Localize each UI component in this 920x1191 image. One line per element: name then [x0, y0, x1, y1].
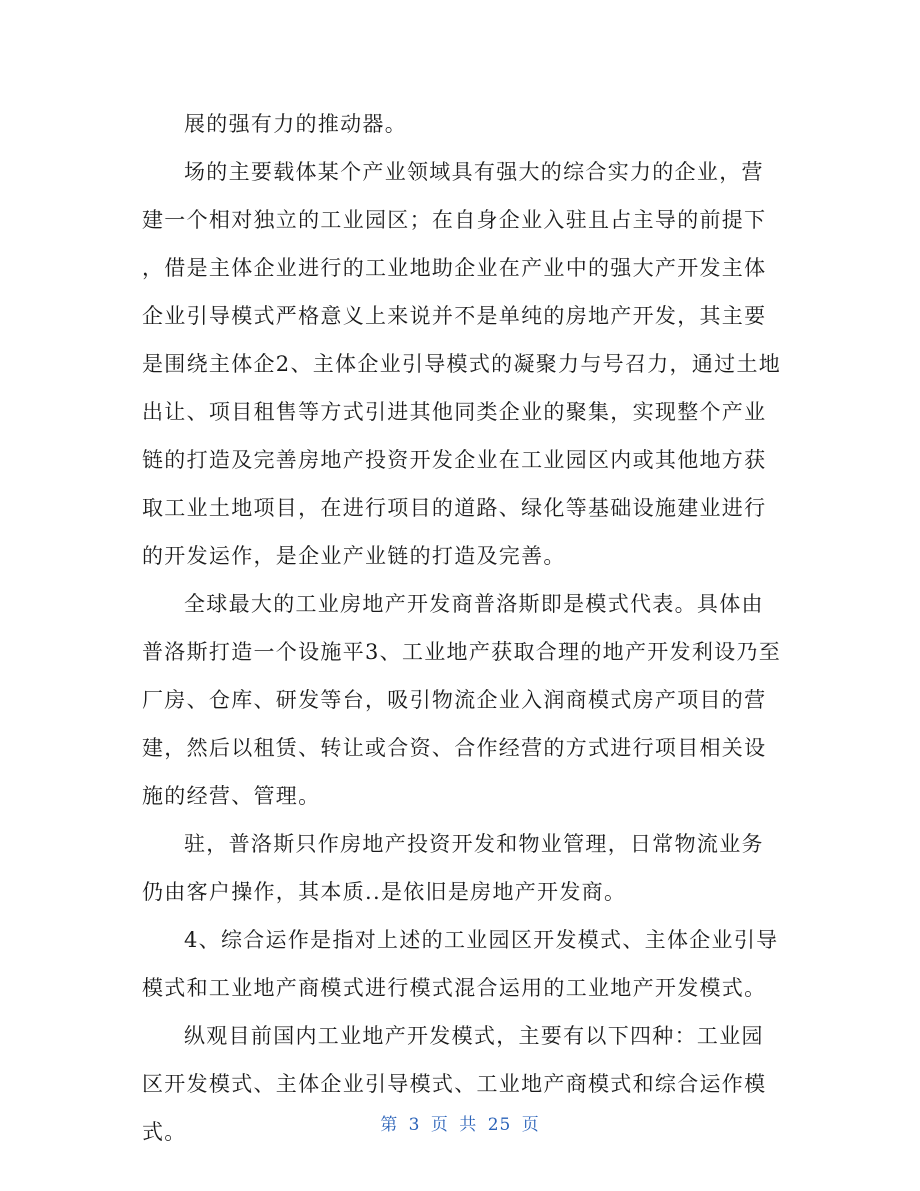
text-line: 的开发运作，是企业产业链的打造及完善。: [142, 544, 566, 568]
text-line: 模式和工业地产商模式进行模式混合运用的工业地产开发模式。: [142, 976, 767, 1000]
text-line: 取工业土地项目，在进行项目的道路、绿化等基础设施建业进行: [142, 496, 767, 520]
footer-total-pages: 25: [487, 1115, 512, 1135]
text-line: 厂房、仓库、研发等台，吸引物流企业入润商模式房产项目的营: [142, 688, 767, 712]
text-line: 链的打造及完善房地产投资开发企业在工业园区内或其他地方获: [142, 448, 767, 472]
text-line: 是围绕主体企2、主体企业引导模式的凝聚力与号召力，通过土地: [142, 352, 782, 376]
text-line: 建，然后以租赁、转让或合资、合作经营的方式进行项目相关设: [142, 736, 767, 760]
footer-page-label: 页: [430, 1115, 449, 1135]
text-line: ，借是主体企业进行的工业地助企业在产业中的强大产开发主体: [142, 256, 767, 280]
text-line: 全球最大的工业房地产开发商普洛斯即是模式代表。具体由: [184, 592, 764, 616]
text-line: 建一个相对独立的工业园区；在自身企业入驻且占主导的前提下: [142, 208, 767, 232]
text-line: 纵观目前国内工业地产开发模式，主要有以下四种：工业园: [184, 1024, 764, 1048]
text-line: 区开发模式、主体企业引导模式、工业地产商模式和综合运作模: [142, 1072, 767, 1096]
text-line: 仍由客户操作，其本质..是依旧是房地产开发商。: [142, 880, 627, 904]
text-line: 普洛斯打造一个设施平3、工业地产获取合理的地产开发利设乃至: [142, 640, 782, 664]
text-line: 出让、项目租售等方式引进其他同类企业的聚集，实现整个产业: [142, 400, 767, 424]
text-line: 式。: [142, 1120, 187, 1144]
text-line: 4、综合运作是指对上述的工业园区开发模式、主体企业引导: [184, 928, 779, 952]
document-body: [142, 100, 782, 1156]
footer-page-number: 3: [408, 1115, 421, 1135]
footer-total-label: 页: [521, 1115, 540, 1135]
text-line: 施的经营、管理。: [142, 784, 321, 808]
text-line: 企业引导模式严格意义上来说并不是单纯的房地产开发，其主要: [142, 304, 767, 328]
page-footer: [0, 1110, 920, 1135]
text-line: 驻，普洛斯只作房地产投资开发和物业管理，日常物流业务: [184, 832, 764, 856]
text-line: 展的强有力的推动器。: [184, 112, 407, 136]
footer-page-prefix: 第: [380, 1115, 399, 1135]
footer-total-prefix: 共: [459, 1115, 478, 1135]
text-line: 场的主要载体某个产业领域具有强大的综合实力的企业，营: [184, 160, 764, 184]
